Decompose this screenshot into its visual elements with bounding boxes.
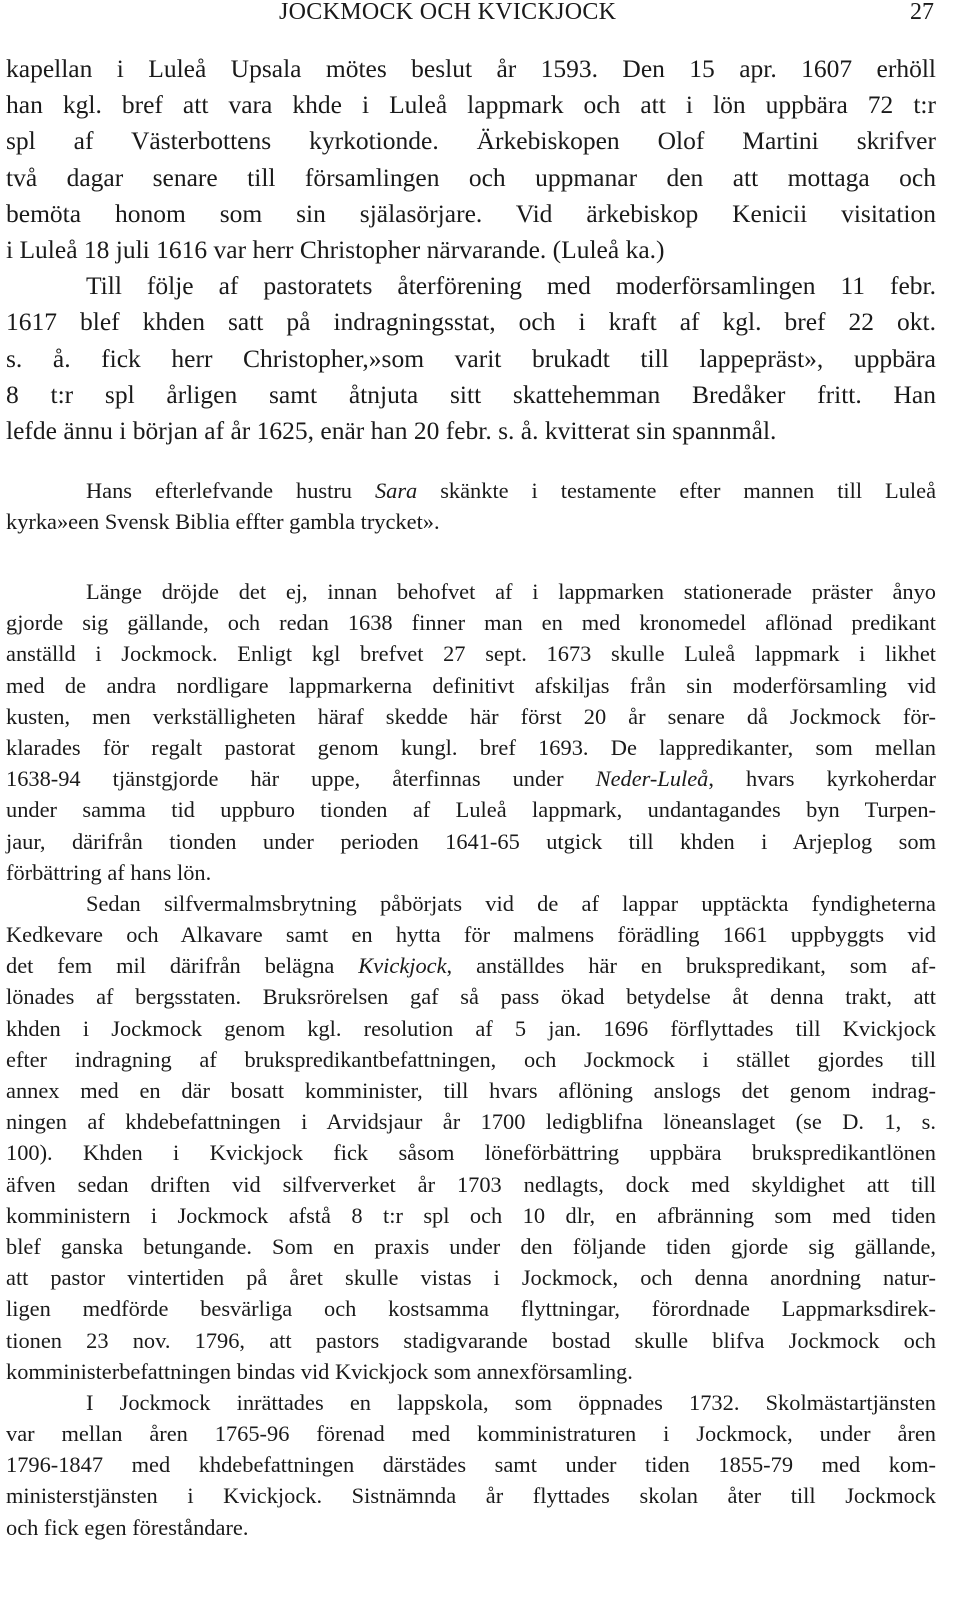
text-run: , anställdes här en brukspredikant, som af- [446,953,936,979]
italic-name: Sara [374,478,418,503]
running-title: JOCKMOCK OCH KVICKJOCK [279,0,617,25]
text-line: khden i Jockmock genom kgl. resolution af 5 jan. 1696 förflyttades till Kvickjock [6,1015,936,1041]
text-line: äfven sedan driften vid silfververket år 1703 nedlagts, dock med skyldighet att till [6,1171,936,1197]
text-line: anställd i Jockmock. Enligt kgl brefvet 27 sept. 1673 skulle Luleå lappmark i likhet [6,641,936,667]
text-line: annex med en där bosatt komminister, till hvars aflöning anslogs det genom indrag- [6,1078,936,1103]
text-line: förbättring af hans lön. [6,859,212,885]
text-line: efter indragning af brukspredikantbefattningen, och Jockmock i stället gjordes till [6,1046,936,1072]
text-line: under samma tid uppburo tionden af Luleå lappmark, undantagandes byn Turpen- [6,797,936,823]
text-line: klarades för regalt pastorat genom kungl. bref 1693. De lappredikanter, som mellan [6,734,936,760]
text-line: och fick egen föreståndare. [6,1514,249,1540]
text-line: ligen medförde besvärliga och kostsamma flyttningar, förordnade Lappmarksdirek- [6,1296,936,1322]
text-line [6,475,936,506]
text-line: komministern i Jockmock afstå 8 t:r spl och 10 dlr, en afbränning som med tiden [6,1202,936,1228]
text-line: ningen af khdebefattningen i Arvidsjaur år 1700 ledigblifna löneanslaget (se D. 1, s. [6,1109,936,1135]
text-line: Sedan silfvermalmsbrytning påbörjats vid de af lappar upptäckta fyndigheterna [86,890,936,916]
text-line: lönades af bergsstaten. Bruksrörelsen gaf så pass ökad betydelse åt denna trakt, att [6,984,936,1010]
text-line: i Luleå 18 juli 1616 var herr Christopher närvarande. (Luleå ka.) [6,234,665,264]
paragraph-lange [6,576,936,1543]
text-line: blef ganska betungande. Som en praxis under den följande tiden gjorde sig gällande, [6,1233,936,1259]
text-line: 1617 blef khden satt på indragningsstat, och i kraft af kgl. bref 22 okt. [6,307,936,337]
text-line [6,763,936,794]
page-header [0,0,960,30]
text-run: skänkte i testamente efter mannen till Luleå [417,478,937,503]
text-line: kusten, men verkställigheten häraf skedde här först 20 år senare då Jockmock för- [6,703,936,729]
text-run: det fem mil därifrån belägna [6,953,359,979]
text-line [6,950,936,981]
text-line: ministerstjänsten i Kvickjock. Sistnämnda år flyttades skolan åter till Jockmock [6,1483,936,1509]
text-line: s. å. fick herr Christopher,»som varit brukadt till lappepräst», uppbära [6,343,936,373]
text-line: komministerbefattningen bindas vid Kvickjock som annexförsamling. [6,1358,633,1384]
text-line: gjorde sig gällande, och redan 1638 finner man en med kronomedel aflönad predikant [6,610,936,636]
text-line: jaur, därifrån tionden under perioden 1641-65 utgick till khden i Arjeplog som [6,828,936,854]
text-run: Hans efterlefvande hustru [86,478,375,503]
text-line: att pastor vintertiden på året skulle vistas i Jockmock, och denna anordning natur- [6,1265,936,1291]
italic-place: Kvickjock [358,953,447,979]
text-line: Till följe af pastoratets återförening med moderförsamlingen 11 febr. [86,271,936,301]
text-run: , hvars kyrkoherdar [708,766,936,792]
text-line: två dagar senare till församlingen och uppmanar den att mottaga och [6,162,936,192]
page-number: 27 [910,0,934,25]
note-paragraph [6,475,936,537]
text-line: 100). Khden i Kvickjock fick såsom löneförbättring uppbära brukspredikantlönen [6,1140,936,1166]
text-line: 8 t:r spl årligen samt åtnjuta sitt skattehemman Bredåker fritt. Han [6,379,936,409]
text-line: Kedkevare och Alkavare samt en hytta för malmens förädling 1661 uppbyggts vid [6,922,936,948]
text-line: I Jockmock inrättades en lappskola, som öppnades 1732. Skolmästartjänsten [86,1389,936,1415]
text-line: bemöta honom som sin själasörjare. Vid ärkebiskop Kenicii visitation [6,198,936,228]
italic-place: Neder-Luleå [595,766,709,792]
paragraph-kapellan [6,51,936,449]
text-line: med de andra nordligare lappmarkerna definitivt afskiljas från sin moderförsamling vid [6,672,936,698]
text-line: lefde ännu i början af år 1625, enär han 20 febr. s. å. kvitterat sin spannmål. [6,415,777,445]
text-line: Länge dröjde det ej, innan behofvet af i lappmarken stationerade präster ånyo [86,579,936,604]
text-run: 1638-94 tjänstgjorde här uppe, återfinnas under [6,766,596,792]
text-line: spl af Västerbottens kyrkotionde. Ärkebiskopen Olof Martini skrifver [6,126,936,156]
text-line: 1796-1847 med khdebefattningen därstädes samt under tiden 1855-79 med kom- [6,1452,936,1478]
text-line: var mellan åren 1765-96 förenad med komministraturen i Jockmock, under åren [6,1421,936,1447]
text-line: tionen 23 nov. 1796, att pastors stadigvarande bostad skulle blifva Jockmock och [6,1327,936,1353]
text-line: kapellan i Luleå Upsala mötes beslut år 1593. Den 15 apr. 1607 erhöll [6,54,936,83]
text-line: han kgl. bref att vara khde i Luleå lappmark och att i lön uppbära 72 t:r [6,90,936,120]
text-line: kyrka»een Svensk Biblia effter gambla trycket». [6,509,440,535]
